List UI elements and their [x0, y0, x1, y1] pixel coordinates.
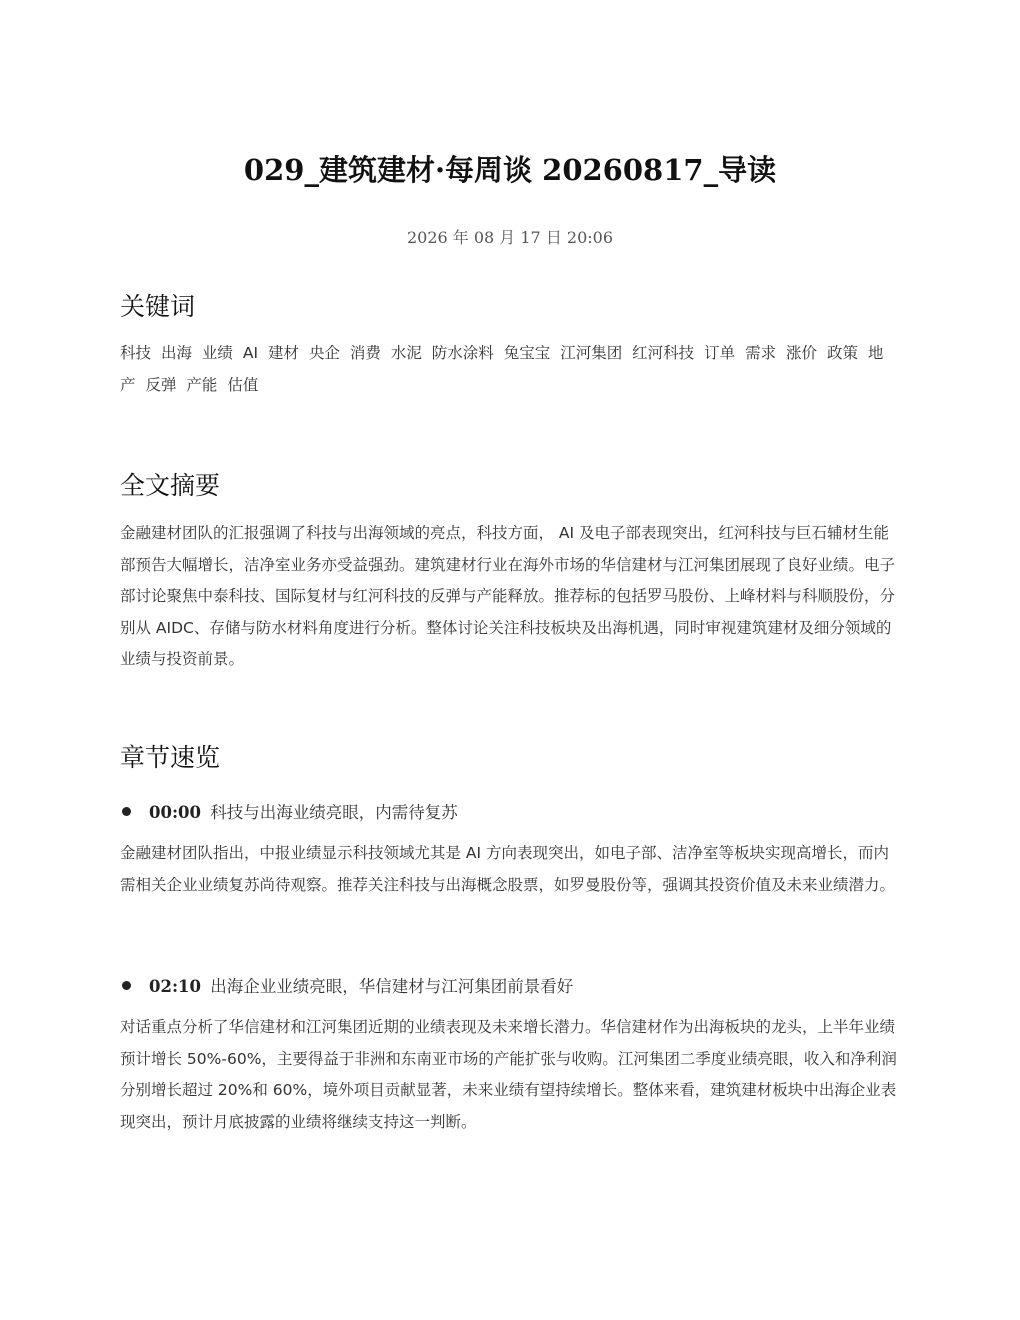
keyword: 红河科技: [632, 344, 695, 362]
keywords-list: [120, 338, 902, 401]
keyword: 订单: [704, 344, 736, 362]
chapter-heading: [120, 800, 902, 826]
keyword: 需求: [745, 344, 777, 362]
keyword: 央企: [308, 344, 340, 362]
keyword: 产能: [186, 375, 218, 394]
chapter-timestamp: 00:00: [149, 803, 202, 822]
page-title: 029_建筑建材·每周谈 20260817_导读: [243, 153, 777, 187]
keyword: 出海: [160, 344, 192, 362]
bullet-icon: [122, 807, 131, 816]
keyword: 消费: [349, 344, 381, 362]
keyword: 防水涂料: [431, 344, 494, 362]
keyword: 涨价: [786, 344, 818, 362]
bullet-icon: [122, 981, 131, 990]
keyword: 政策: [826, 344, 858, 362]
keywords-heading: 关键词: [120, 292, 196, 321]
keyword: 水泥: [390, 344, 422, 362]
summary-text: 金融建材团队的汇报强调了科技与出海领域的亮点，科技方面， AI 及电子部表现突出，红河科技与巨石辅材生能部预告大幅增长，洁净室业务亦受益强劲。建筑建材行业在海外市场的华信建材与江河集团展现了良好业绩。电子部讨论聚焦中泰科技、国际复材与红河科技的反弹与产能释放。推荐标的包括罗马股份、上峰材料与科顺股份，分别从 AIDC、存储与防水材料角度进行分析。整体讨论关注科技板块及出海机遇，同时审视建筑建材及细分领域的业绩与投资前景。: [120, 524, 896, 668]
keyword: 估值: [227, 375, 259, 394]
keyword: 建材: [267, 344, 299, 362]
chapter-timestamp: 02:10: [149, 977, 202, 996]
keyword: 业绩: [201, 344, 233, 362]
chapter-text: 金融建材团队指出，中报业绩显示科技领域尤其是 AI 方向表现突出，如电子部、洁净室等板块实现高增长，而内需相关企业业绩复苏尚待观察。推荐关注科技与出海概念股票，如罗曼股份等，强调其投资价值及未来业绩潜力。: [120, 844, 896, 894]
chapter-heading: [120, 974, 902, 1000]
chapter-text: 对话重点分析了华信建材和江河集团近期的业绩表现及未来增长潜力。华信建材作为出海板块的龙头，上半年业绩预计增长 50%-60%，主要得益于非洲和东南亚市场的产能扩张与收购。江河集团二季度业绩亮眼，收入和净利润分别增长超过 20%和 60%，境外项目贡献显著，未来业绩有望持续增长。整体来看，建筑建材板块中出海企业表现突出，预计月底披露的业绩将继续支持这一判断。: [120, 1018, 897, 1131]
chapter-title: 出海企业业绩亮眼，华信建材与江河集团前景看好: [210, 977, 574, 996]
keyword: 地产: [120, 344, 884, 394]
keyword: 江河集团: [560, 344, 623, 362]
keyword: 反弹: [145, 375, 177, 394]
chapter-title: 科技与出海业绩亮眼，内需待复苏: [210, 803, 458, 822]
keyword: 兔宝宝: [503, 344, 551, 362]
summary-heading: 全文摘要: [120, 471, 221, 500]
document-date: 2026 年 08 月 17 日 20:06: [406, 228, 614, 247]
keyword: AI: [242, 344, 259, 362]
chapters-heading: 章节速览: [120, 743, 221, 772]
keyword: 科技: [120, 344, 152, 362]
